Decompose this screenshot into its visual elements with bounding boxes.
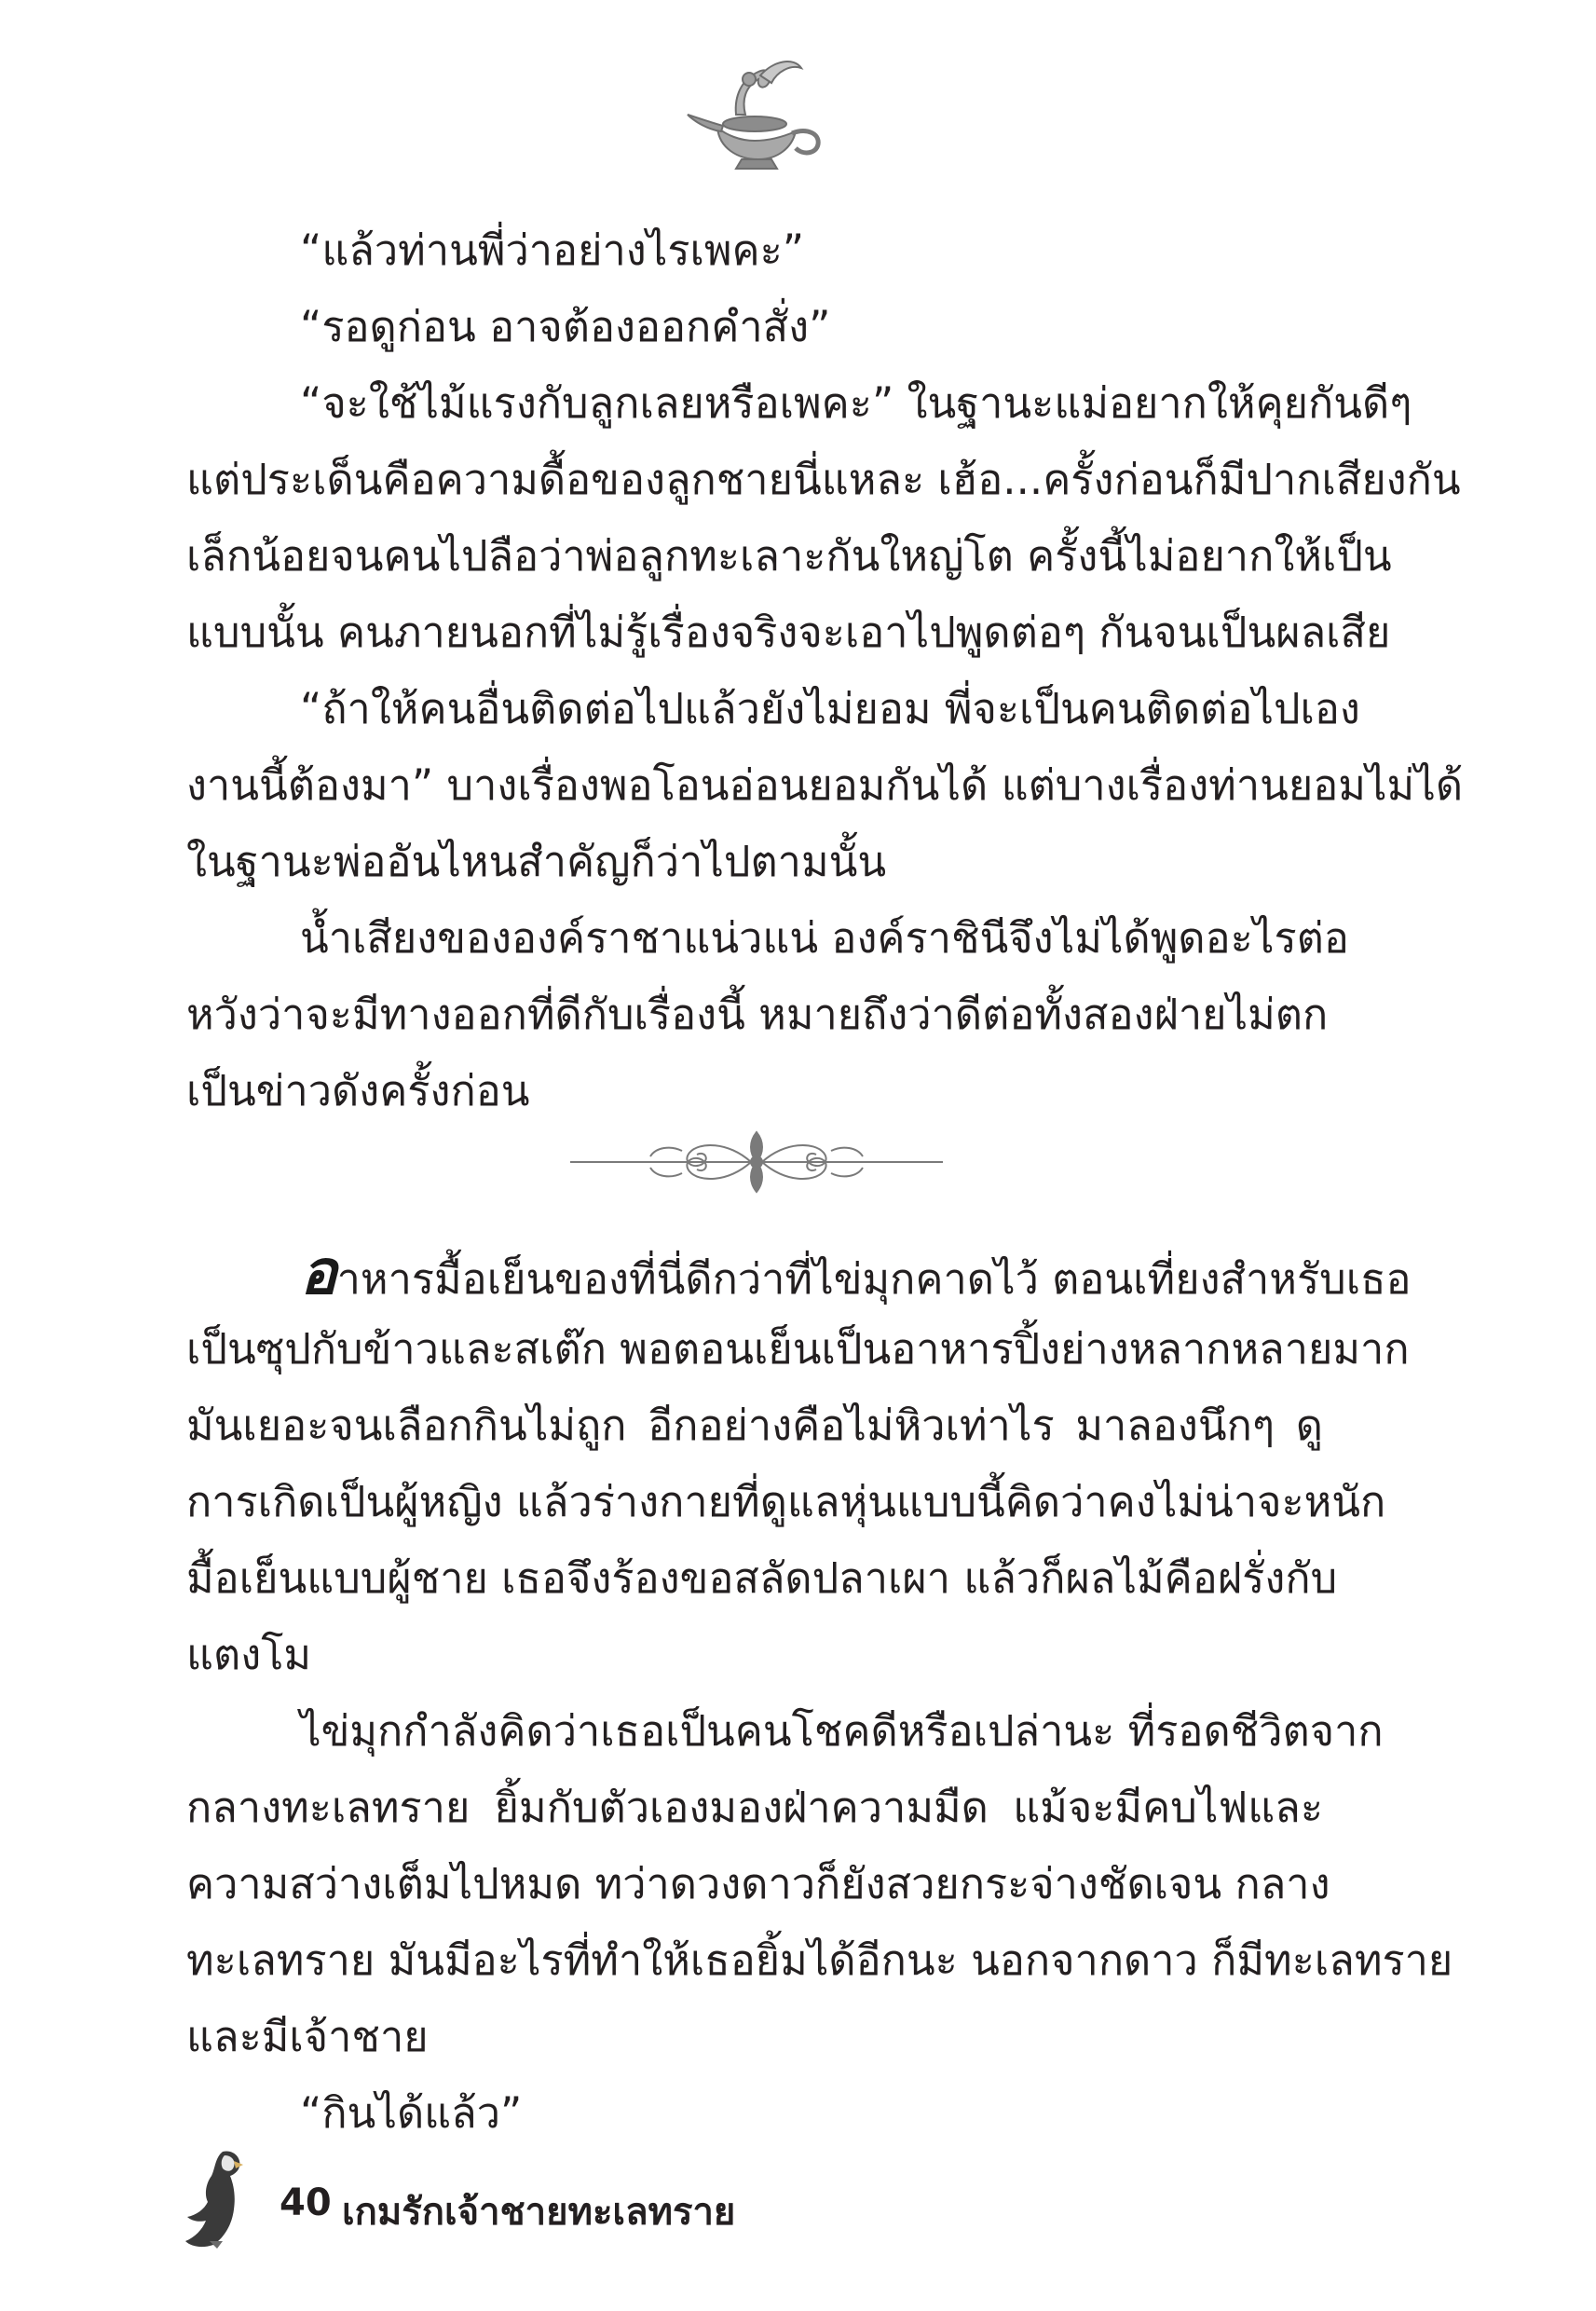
genie-lamp-icon (680, 51, 829, 177)
text-line: ไข่มุกกำลังคิดว่าเธอเป็นคนโชคดีหรือเปล่านะ ที่รอดชีวิตจาก (300, 1706, 1384, 1756)
text-line: “รอดูก่อน อาจต้องออกคำสั่ง” (300, 302, 831, 351)
text-line: “ถ้าให้คนอื่นติดต่อไปแล้วยังไม่ยอม พี่จะเป็นคนติดต่อไปเอง (300, 684, 1360, 733)
text-line: มื้อเย็นแบบผู้ชาย เธอจึงร้องขอสลัดปลาเผา แล้วก็ผลไม้คือฝรั่งกับ (186, 1553, 1338, 1603)
text-line: “จะใช้ไม้แรงกับลูกเลยหรือเพคะ” ในฐานะแม่อยากให้คุยกันดีๆ (300, 378, 1412, 428)
text-line: ทะเลทราย มันมีอะไรที่ทำให้เธอยิ้มได้อีกนะ นอกจากดาว ก็มีทะเลทราย (186, 1935, 1453, 1985)
text-line: แตงโม (186, 1630, 312, 1679)
page-footer (182, 2148, 1020, 2250)
text-line: มันเยอะจนเลือกกินไม่ถูก อีกอย่างคือไม่หิวเท่าไร มาลองนึกๆ ดู (186, 1401, 1323, 1450)
text-line: และมีเจ้าชาย (186, 2012, 429, 2061)
text-line: “กินได้แล้ว” (300, 2088, 523, 2138)
text-line: “แล้วท่านพี่ว่าอย่างไรเพคะ” (300, 226, 805, 275)
first-line (186, 1235, 1412, 1311)
text-line: น้ำเสียงขององค์ราชาแน่วแน่ องค์ราชินีจึงไม่ได้พูดอะไรต่อ (300, 913, 1349, 963)
text-line: แต่ประเด็นคือความดื้อของลูกชายนี่แหละ เฮ้อ...ครั้งก่อนก็มีปากเสียงกัน (186, 455, 1461, 504)
first-line-text: าหารมื้อเย็นของที่นี่ดีกว่าที่ไข่มุกคาดไว้ ตอนเที่ยงสำหรับเธอ (336, 1254, 1412, 1304)
text-line: งานนี้ต้องมา” บางเรื่องพอโอนอ่อนยอมกันได้ แต่บางเรื่องท่านยอมไม่ได้ (186, 760, 1464, 810)
book-title: เกมรักเจ้าชายทะเลทราย (342, 2191, 736, 2234)
page-number: 40 (280, 2181, 332, 2224)
text-line: การเกิดเป็นผู้หญิง แล้วร่างกายที่ดูแลหุ่นแบบนี้คิดว่าคงไม่น่าจะหนัก (186, 1477, 1386, 1526)
text-line: เล็กน้อยจนคนไปลือว่าพ่อลูกทะเลาะกันใหญ่โต ครั้งนี้ไม่อยากให้เป็น (186, 531, 1392, 581)
drop-cap: อ (300, 1237, 337, 1308)
eagle-icon (182, 2148, 256, 2250)
text-line: เป็นข่าวดังครั้งก่อน (186, 1066, 530, 1115)
text-line: เป็นซุปกับข้าวและสเต๊ก พอตอนเย็นเป็นอาหารปิ้งย่างหลากหลายมาก (186, 1324, 1410, 1374)
text-line: ความสว่างเต็มไปหมด ทว่าดวงดาวก็ยังสวยกระจ่างชัดเจน กลาง (186, 1859, 1330, 1908)
text-line: กลางทะเลทราย ยิ้มกับตัวเองมองฝ่าความมืด แม้จะมีคบไฟและ (186, 1783, 1323, 1832)
paragraph-group-2 (186, 1235, 1453, 2152)
flourish-divider-icon (570, 1114, 943, 1211)
text-line: หวังว่าจะมีทางออกที่ดีกับเรื่องนี้ หมายถึงว่าดีต่อทั้งสองฝ่ายไม่ตก (186, 990, 1329, 1039)
text-line: แบบนั้น คนภายนอกที่ไม่รู้เรื่องจริงจะเอาไปพูดต่อๆ กันจนเป็นผลเสีย (186, 608, 1391, 657)
text-line: ในฐานะพ่ออันไหนสำคัญก็ว่าไปตามนั้น (186, 837, 887, 886)
paragraph-group-1 (186, 212, 1464, 1129)
